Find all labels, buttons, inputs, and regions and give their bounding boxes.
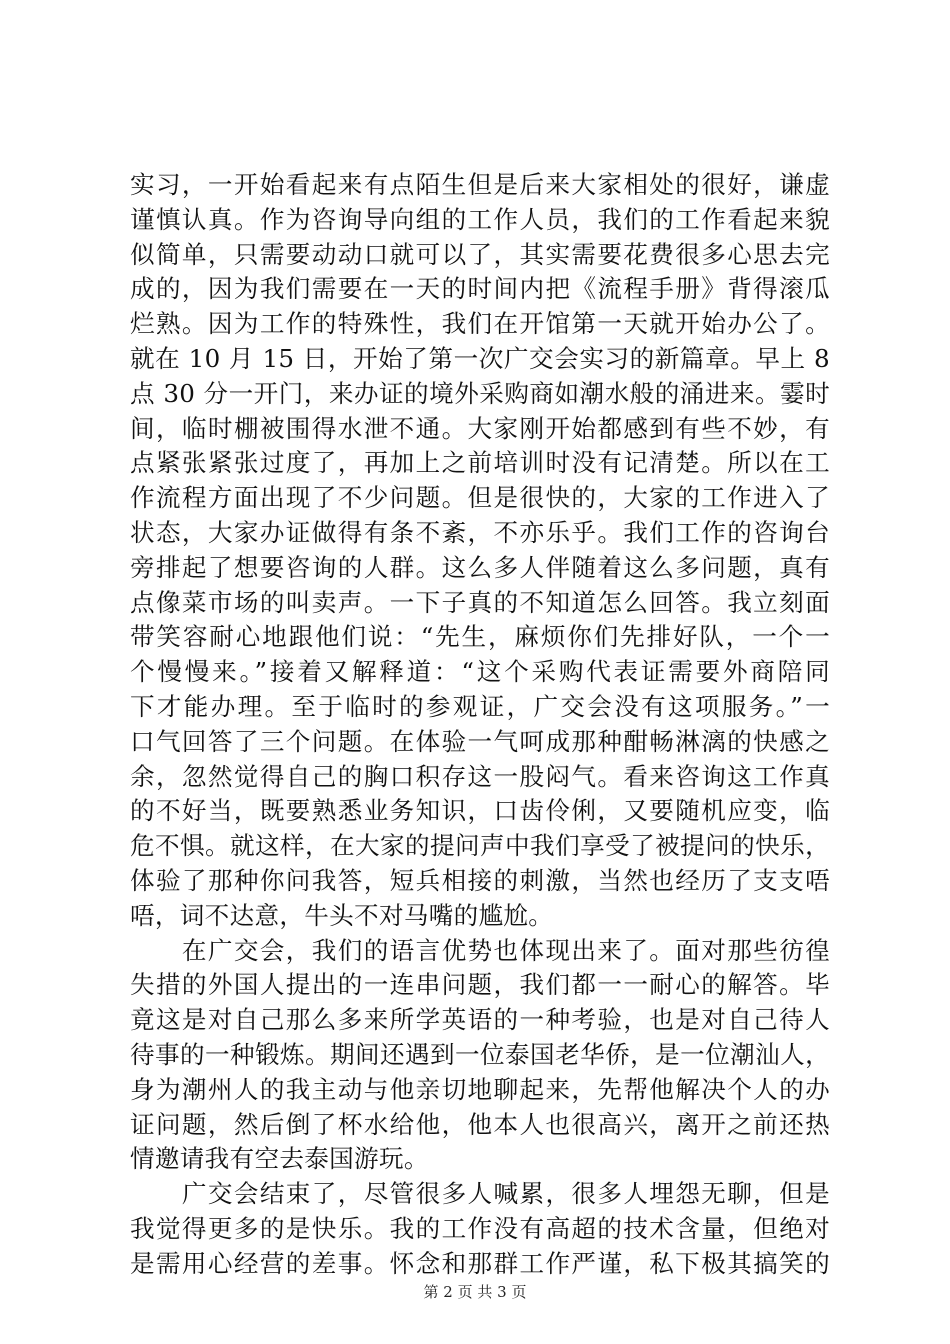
text-line: 谨慎认真。作为咨询导向组的工作人员，我们的工作看起来貌	[130, 204, 830, 234]
text-line: 竟这是对自己那么多来所学英语的一种考验，也是对自己待人	[130, 1005, 830, 1035]
text-line: 成的，因为我们需要在一天的时间内把《流程手册》背得滚瓜	[130, 274, 830, 304]
paragraph-2	[130, 934, 830, 1178]
text-line: 点 30 分一开门，来办证的境外采购商如潮水般的涌进来。霎时	[130, 378, 830, 408]
text-line: 间，临时棚被围得水泄不通。大家刚开始都感到有些不妙，有	[130, 413, 830, 443]
text-line: 下才能办理。至于临时的参观证，广交会没有这项服务。”一	[130, 691, 830, 721]
text-line: 余，忽然觉得自己的胸口积存这一股闷气。看来咨询这工作真	[130, 761, 830, 791]
text-line: 待事的一种锻炼。期间还遇到一位泰国老华侨，是一位潮汕人，	[130, 1039, 830, 1069]
text-line: 情邀请我有空去泰国游玩。	[130, 1144, 429, 1174]
text-line: 证问题，然后倒了杯水给他，他本人也很高兴，离开之前还热	[130, 1109, 830, 1139]
text-line: 是需用心经营的差事。怀念和那群工作严谨，私下极其搞笑的	[130, 1248, 830, 1278]
text-line: 失措的外国人提出的一连串问题，我们都一一耐心的解答。毕	[130, 970, 830, 1000]
text-line: 个慢慢来。”接着又解释道：“这个采购代表证需要外商陪同	[130, 657, 830, 687]
paragraph-3	[130, 1177, 830, 1281]
text-line: 带笑容耐心地跟他们说：“先生，麻烦你们先排好队，一个一	[130, 622, 830, 652]
text-line: 实习，一开始看起来有点陌生但是后来大家相处的很好，谦虚	[130, 170, 830, 199]
paragraph-1	[130, 168, 830, 934]
text-line: 身为潮州人的我主动与他亲切地聊起来，先帮他解决个人的办	[130, 1074, 830, 1104]
text-line: 体验了那种你问我答，短兵相接的刺激，当然也经历了支支唔	[130, 865, 830, 895]
text-line: 的不好当，既要熟悉业务知识，口齿伶俐，又要随机应变，临	[130, 796, 830, 826]
text-line: 广交会结束了，尽管很多人喊累，很多人埋怨无聊，但是	[130, 1179, 830, 1209]
text-line: 就在 10 月 15 日，开始了第一次广交会实习的新篇章。早上 8	[130, 343, 830, 373]
document-body	[130, 168, 830, 1282]
text-line: 点紧张紧张过度了，再加上之前培训时没有记清楚。所以在工	[130, 448, 830, 478]
text-line: 在广交会，我们的语言优势也体现出来了。面对那些彷徨	[130, 935, 830, 965]
page-number-footer: 第 2 页 共 3 页	[423, 1283, 527, 1301]
text-line: 危不惧。就这样，在大家的提问声中我们享受了被提问的快乐，	[130, 831, 830, 861]
text-line: 旁排起了想要咨询的人群。这么多人伴随着这么多问题，真有	[130, 552, 830, 582]
text-line: 点像菜市场的叫卖声。一下子真的不知道怎么回答。我立刻面	[130, 587, 830, 617]
text-line: 唔，词不达意，牛头不对马嘴的尴尬。	[130, 900, 554, 930]
text-line: 烂熟。因为工作的特殊性，我们在开馆第一天就开始办公了。	[130, 309, 830, 339]
text-line: 状态，大家办证做得有条不紊，不亦乐乎。我们工作的咨询台	[130, 517, 830, 547]
text-line: 似简单，只需要动动口就可以了，其实需要花费很多心思去完	[130, 239, 830, 269]
text-line: 口气回答了三个问题。在体验一气呵成那种酣畅淋漓的快感之	[130, 726, 830, 756]
text-line: 我觉得更多的是快乐。我的工作没有高超的技术含量，但绝对	[130, 1213, 830, 1243]
text-line: 作流程方面出现了不少问题。但是很快的，大家的工作进入了	[130, 483, 830, 513]
